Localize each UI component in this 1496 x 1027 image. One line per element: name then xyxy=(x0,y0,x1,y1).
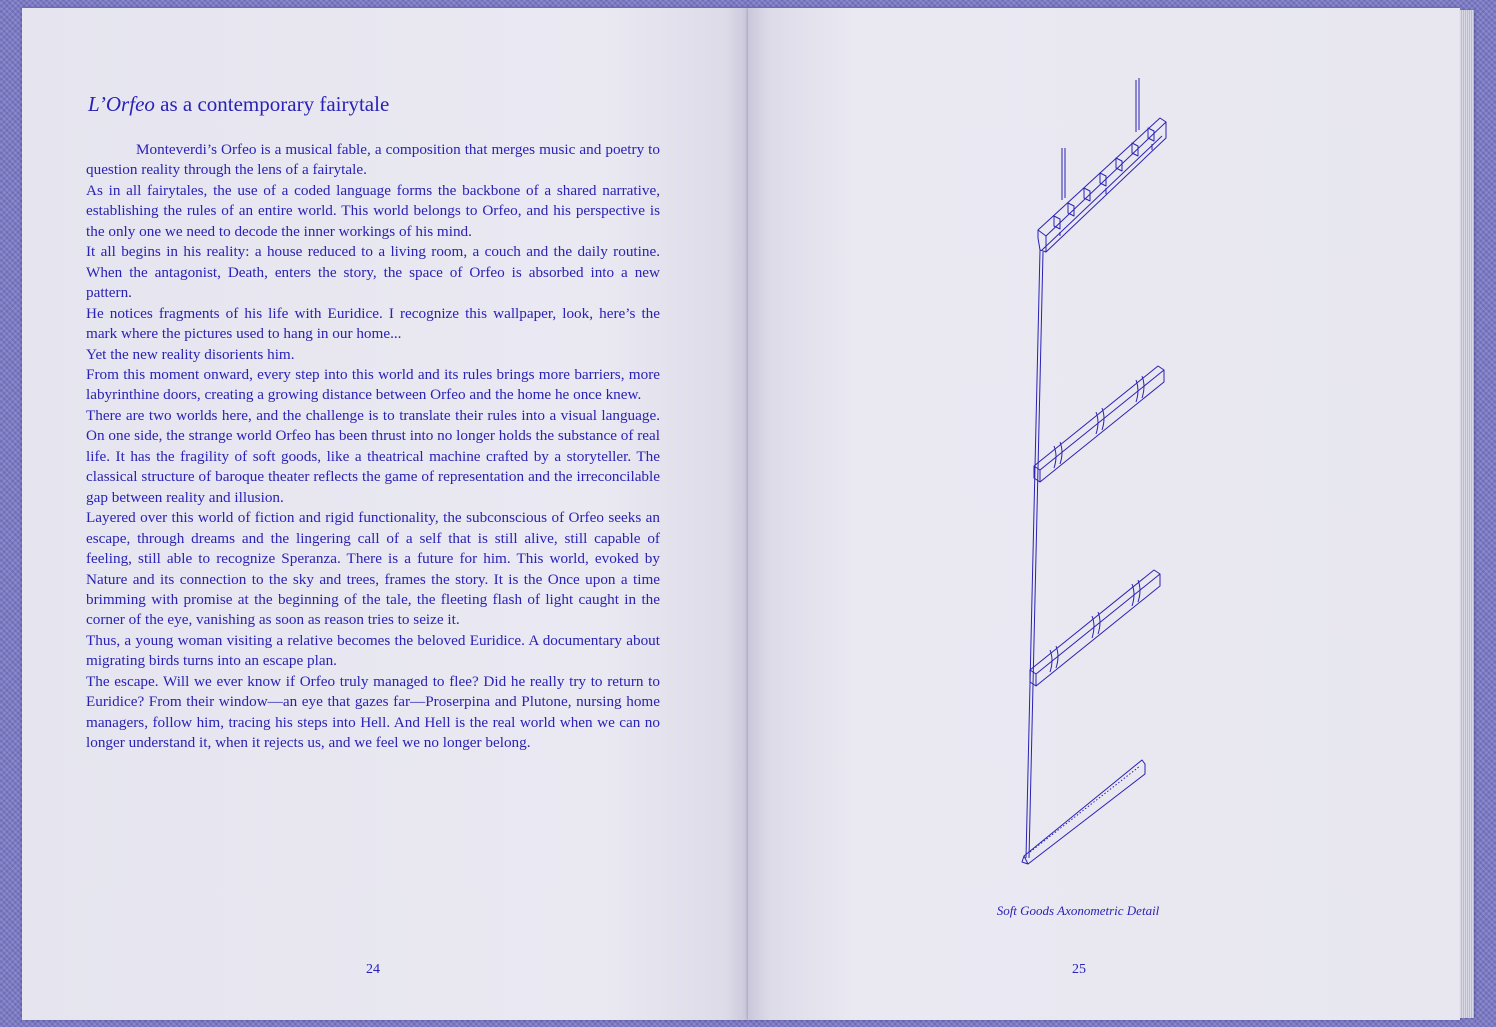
fabric-edge xyxy=(1026,250,1040,858)
middle-batten xyxy=(1030,570,1160,686)
paragraph: There are two worlds here, and the challenge is to translate their rules into a visual language. On one side, the strange world Orfeo has been thrust into no longer holds the substance of real life. It has the fragility of soft goods, like a theatrical machine crafted by a storyteller. The classical structure of baroque theater reflects the game of representation and the irreconcilable gap between reality and illusion. xyxy=(86,406,660,506)
paragraph: Monteverdi’s Orfeo is a musical fable, a composition that merges music and poetry to question reality through the lens of a fairytale. xyxy=(86,141,660,179)
page-number-right: 25 xyxy=(1072,962,1086,977)
paragraph: From this moment onward, every step into this world and its rules brings more barriers, more labyrinthine doors, creating a growing distance between Orfeo and the home he once knew. xyxy=(86,365,660,404)
heading-italic: L’Orfeo xyxy=(88,92,155,116)
middle-batten xyxy=(1034,366,1164,482)
heading-rest: as a contemporary fairytale xyxy=(154,92,390,116)
paragraph: The escape. Will we ever know if Orfeo truly managed to flee? Did he really try to return to Euridice? From their window—an eye that gazes far—Proserpina and Plutone, nursing home managers, follow him, tracing his steps into Hell. And Hell is the real world when we can no longer understand it, when it rejects us, and we feel we no longer belong. xyxy=(86,672,660,752)
paragraph: As in all fairytales, the use of a coded language forms the backbone of a shared narrative, establishing the rules of an entire world. This world belongs to Orfeo, and his perspective is the only one we need to decode the inner workings of his mind. xyxy=(86,181,660,240)
paragraph: Layered over this world of fiction and rigid functionality, the subconscious of Orfeo seeks an escape, through dreams and the lingering call of a self that is still alive, still capable of feeling, still able to recognize Speranza. There is a future for him. This world, evoked by Nature and its connection to the sky and trees, frames the story. It is the Once upon a time brimming with promise at the beginning of the tale, the fleeting flash of light caught in the corner of the eye, vanishing as soon as reason tries to seize it. xyxy=(86,509,660,629)
figure-caption: Soft Goods Axonometric Detail xyxy=(996,903,1160,918)
paragraph: Yet the new reality disorients him. xyxy=(86,345,295,363)
paragraph: Thus, a young woman visiting a relative becomes the beloved Euridice. A documentary about migrating birds turns into an escape plan. xyxy=(86,631,660,670)
bottom-batten xyxy=(1022,760,1145,864)
paragraph: It all begins in his reality: a house reduced to a living room, a couch and the daily routine. When the antagonist, Death, enters the story, the space of Orfeo is absorbed into a new pattern. xyxy=(86,243,660,302)
page-number-left: 24 xyxy=(366,962,380,977)
top-batten xyxy=(1038,118,1166,252)
fabric-edge xyxy=(1029,252,1043,858)
paragraph: He notices fragments of his life with Euridice. I recognize this wallpaper, look, here’s the mark where the pictures used to hang in our home... xyxy=(86,304,660,343)
